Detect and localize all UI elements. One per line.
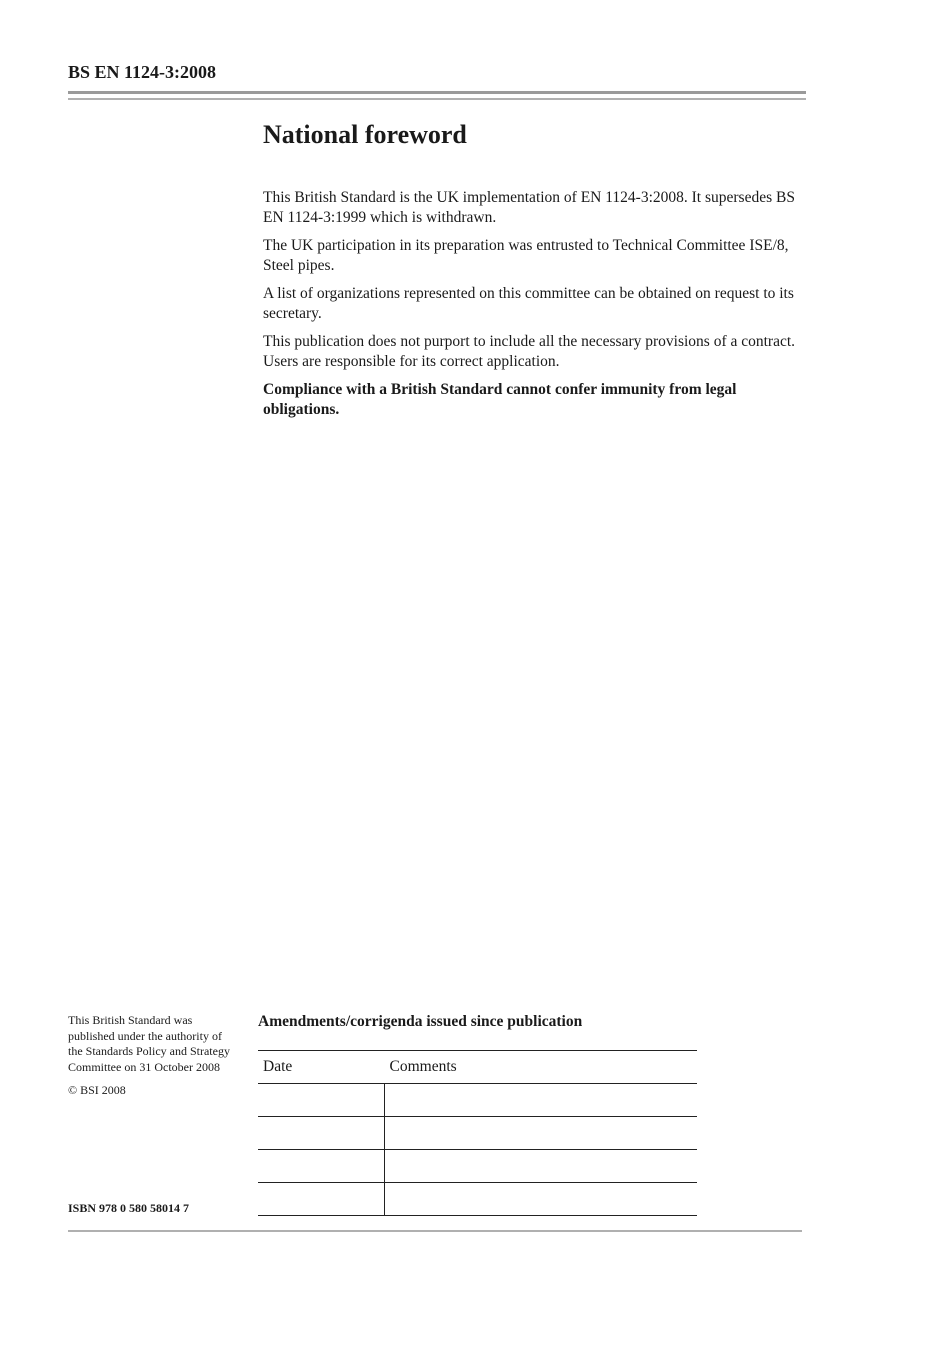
table-header-row — [258, 1051, 697, 1084]
table-cell-date — [258, 1084, 385, 1117]
isbn: ISBN 978 0 580 58014 7 — [68, 1201, 190, 1215]
table-cell-date — [258, 1150, 385, 1183]
table-row — [258, 1084, 697, 1117]
table-row — [258, 1183, 697, 1216]
table-cell-date — [258, 1117, 385, 1150]
header-divider — [68, 91, 806, 100]
table-cell-comments — [385, 1117, 698, 1150]
publication-note — [68, 1013, 233, 1107]
footer-divider — [68, 1230, 802, 1232]
table-cell-comments — [385, 1150, 698, 1183]
page-title: National foreword — [263, 120, 467, 149]
table-cell-comments — [385, 1183, 698, 1216]
table-row — [258, 1150, 697, 1183]
paragraph-committee: The UK participation in its preparation was entrusted to Technical Committee ISE/8, Steel pipes. — [263, 237, 789, 274]
publication-statement: This British Standard was published under the authority of the Standards Policy and Strategy Committee on 31 October 2008 — [68, 1013, 230, 1074]
paragraph-implementation: This British Standard is the UK implementation of EN 1124-3:2008. It supersedes BS EN 1124-3:1999 which is withdrawn. — [263, 189, 795, 226]
column-header-date: Date — [258, 1051, 385, 1084]
document-id: BS EN 1124-3:2008 — [68, 62, 217, 82]
table-cell-comments — [385, 1084, 698, 1117]
paragraph-provisions: This publication does not purport to include all the necessary provisions of a contract. Users are responsible for its correct application. — [263, 333, 796, 370]
amendments-title: Amendments/corrigenda issued since publication — [258, 1013, 583, 1030]
column-header-comments: Comments — [385, 1051, 698, 1084]
amendments-table — [258, 1050, 697, 1216]
paragraph-compliance: Compliance with a British Standard cannot confer immunity from legal obligations. — [263, 381, 737, 418]
table-cell-date — [258, 1183, 385, 1216]
paragraph-organizations: A list of organizations represented on this committee can be obtained on request to its secretary. — [263, 285, 794, 322]
table-row — [258, 1117, 697, 1150]
foreword-body — [263, 188, 803, 428]
copyright-notice: © BSI 2008 — [68, 1083, 126, 1097]
